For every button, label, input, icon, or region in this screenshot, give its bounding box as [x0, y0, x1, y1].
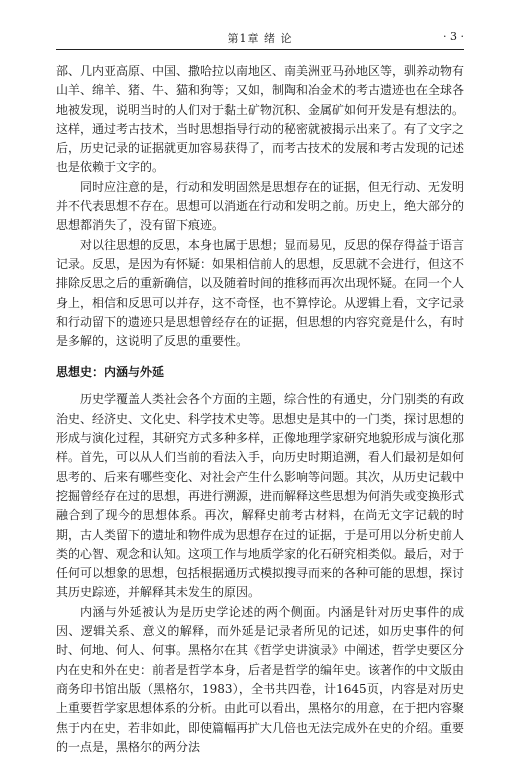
page-number: · 3 ·: [443, 30, 464, 43]
paragraph: 同时应注意的是，行动和发明固然是思想存在的证据，但无行动、无发明并不代表思想不存在。思想可以消逝在行动和发明之前。历史上，绝大部分的思想都消失了，没有留下痕迹。: [56, 179, 465, 233]
paragraph: 历史学覆盖人类社会各个方面的主题，综合性的有通史，分门别类的有政治史、经济史、文化史、科学技术史等。思想史是其中的一门类，探讨思想的形成与演化过程，其研究方式多种多样，正像地理学家研究地貌形成与演化那样。首先，可以从人们当前的看法入手，向历史时期追溯，看人们最初是如何思考的、后来有哪些变化、对社会产生什么影响等问题。其次，从历史记载中挖掘曾经存在过的思想，再进行溯源，进而解释这些思想为何消失或变换形式融合到了现今的思想体系。再次，解释史前考古材料，在尚无文字记载的时期，古人类留下的遗址和物件成为思想存在过的证据，于是可用以分析史前人类的心智、观念和认知。这项工作与地质学家的化石研究相类似。最后，对于任何可以想象的思想，包括根据通历式模拟搜寻而来的各种可能的思想，探讨其历史踪迹，并解释其未发生的原因。: [56, 392, 465, 600]
running-header: [56, 30, 464, 48]
paragraph: 对以往思想的反思，本身也属于思想；显而易见，反思的保存得益于语言记录。反思，是因为有怀疑：如果相信前人的思想，反思就不会进行，但这不排除反思之后的重新确信，以及随着时间的推移而再次出现怀疑。在同一个人身上，相信和反思可以并存，这不奇怪，也不算悖论。从逻辑上看，文字记录和行动留下的遗迹只是思想曾经存在的证据，但思想的内容究竟是什么，有时是多解的，这说明了反思的重要性。: [56, 237, 465, 349]
paragraph: 部、几内亚高原、中国、撒哈拉以南地区、南美洲亚马孙地区等，驯养动物有山羊、绵羊、猪、牛、猫和狗等；又如，制陶和冶金术的考古遗迹也在全球各地被发现，说明当时的人们对于黏土矿物沉积、金属矿如何开发是有想法的。这样，通过考古技术，当时思想指导行动的秘密就被揭示出来了。有了文字之后，历史记录的证据就更加容易获得了，而考古技术的发展和考古发现的记述也是依赖于文字的。: [56, 64, 465, 175]
chapter-title: 第1章 绪 论: [227, 32, 293, 45]
paragraph: 内涵与外延被认为是历史学论述的两个侧面。内涵是针对历史事件的成因、逻辑关系、意义的解释，而外延是记录者所见的记述，如历史事件的何时、何地、何人、何事。黑格尔在其《哲学史讲演录》中阐述，哲学史要区分内在史和外在史：前者是哲学本身，后者是哲学的编年史。该著作的中文版由商务印书馆出版（黑格尔，1983），全书共四卷，计1645页，内容是对历史上重要哲学家思想体系的分析。由此可以看出，黑格尔的用意，在于把内容聚焦于内在史，若非如此，即使篇幅再扩大几倍也无法完成外在史的介绍。重要的一点是，黑格尔的两分法: [56, 604, 465, 754]
header-rule: [56, 49, 464, 50]
page-body: [56, 62, 464, 757]
section-heading: 思想史：内涵与外延: [56, 365, 165, 380]
